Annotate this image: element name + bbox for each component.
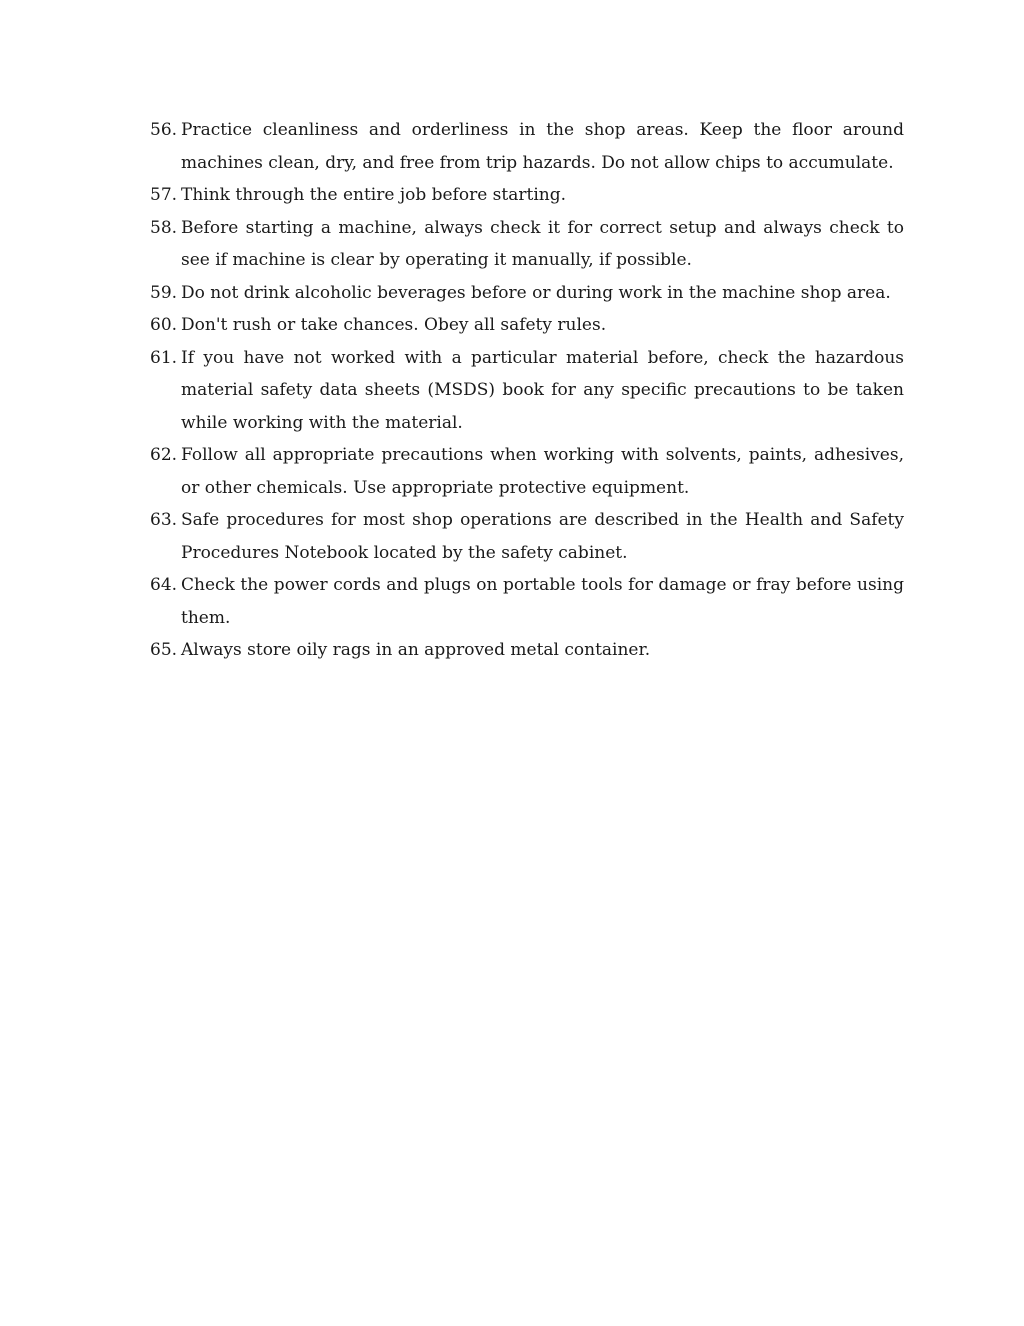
item-number: 56. xyxy=(150,120,178,140)
safety-rule-list xyxy=(150,114,904,667)
item-number: 60. xyxy=(150,315,178,335)
item-number: 64. xyxy=(150,575,178,595)
list-item xyxy=(150,504,904,569)
list-item xyxy=(150,277,904,310)
item-text: If you have not worked with a particular material before, check the hazardous material safety data sheets (MSDS) book for any specific precautions to be taken while working with the material. xyxy=(181,347,904,433)
item-text: Follow all appropriate precautions when working with solvents, paints, adhesives, or other chemicals. Use appropriate protective equipment. xyxy=(181,445,904,498)
item-text: Practice cleanliness and orderliness in the shop areas. Keep the floor around machines clean, dry, and free from trip hazards. Do not allow chips to accumulate. xyxy=(181,120,904,173)
list-item xyxy=(150,309,904,342)
list-item xyxy=(150,342,904,440)
list-item xyxy=(150,179,904,212)
item-number: 61. xyxy=(150,347,178,368)
list-item xyxy=(150,569,904,634)
list-item xyxy=(150,212,904,277)
item-number: 62. xyxy=(150,445,178,465)
item-text: Think through the entire job before starting. xyxy=(181,185,566,205)
item-text: Don't rush or take chances. Obey all safety rules. xyxy=(181,315,607,335)
item-text: Always store oily rags in an approved metal container. xyxy=(181,640,651,660)
item-number: 63. xyxy=(150,510,178,530)
item-text: Safe procedures for most shop operations are described in the Health and Safety Procedures Notebook located by the safety cabinet. xyxy=(181,510,904,563)
item-text: Do not drink alcoholic beverages before or during work in the machine shop area. xyxy=(181,282,891,303)
list-item xyxy=(150,634,904,667)
item-number: 65. xyxy=(150,640,178,660)
list-item xyxy=(150,439,904,504)
item-number: 59. xyxy=(150,282,178,303)
item-text: Check the power cords and plugs on portable tools for damage or fray before using them. xyxy=(181,575,904,628)
list-item xyxy=(150,114,904,179)
item-text: Before starting a machine, always check it for correct setup and always check to see if machine is clear by operating it manually, if possible. xyxy=(181,217,904,270)
item-number: 58. xyxy=(150,217,178,238)
item-number: 57. xyxy=(150,185,178,205)
